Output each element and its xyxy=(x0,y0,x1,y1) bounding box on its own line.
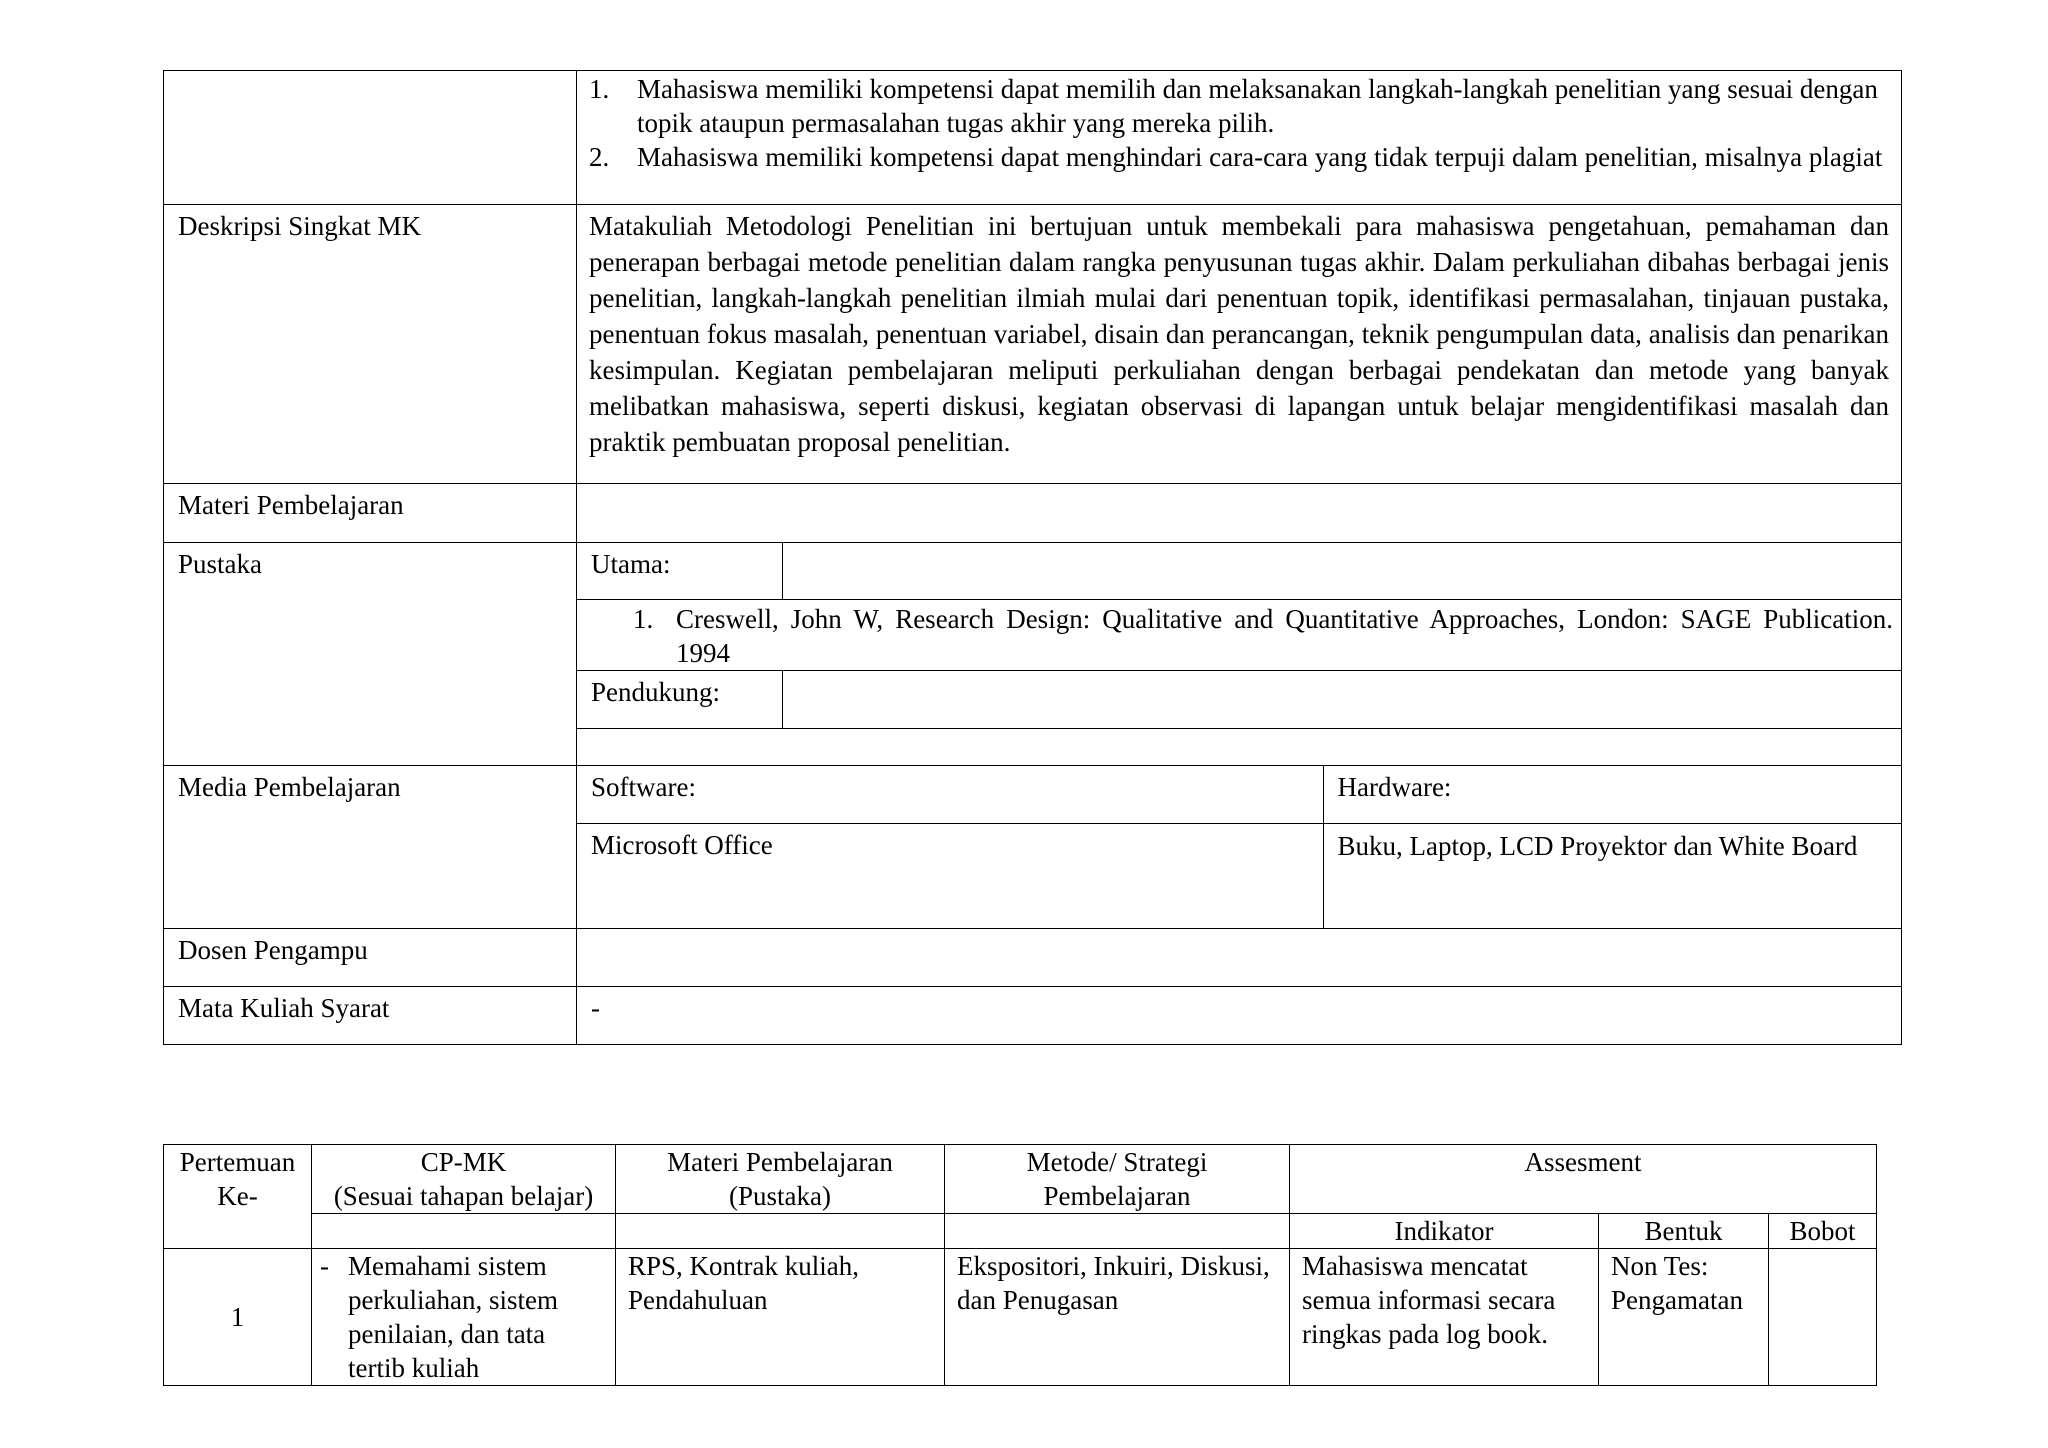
header-cpmk-line1: CP-MK xyxy=(420,1147,507,1177)
cpmk-cell xyxy=(577,71,1902,205)
rps-info-table xyxy=(163,70,1902,1045)
cpmk-dash-list xyxy=(312,1249,605,1385)
header-metode xyxy=(945,1145,1290,1214)
cpmk-text: Mahasiswa memiliki kompetensi dapat menghindari cara-cara yang tidak terpuji dalam penelitian, misalnya plagiat xyxy=(637,142,1883,172)
materi-row xyxy=(164,484,1902,543)
header-materi-line2: (Pustaka) xyxy=(729,1181,831,1211)
cpmk-item xyxy=(589,140,1893,174)
header-materi-line1: Materi Pembelajaran xyxy=(667,1147,893,1177)
pendukung-blank xyxy=(782,671,1901,729)
utama-list-cell xyxy=(577,600,1901,671)
hardware-value: Buku, Laptop, LCD Proyektor dan White Board xyxy=(1337,831,1858,861)
dosen-label: Dosen Pengampu xyxy=(164,929,577,987)
hardware-label: Hardware: xyxy=(1323,766,1901,824)
syarat-row xyxy=(164,987,1902,1045)
cell-bobot xyxy=(1769,1249,1877,1386)
media-inner-table xyxy=(577,766,1901,928)
list-number: 1. xyxy=(633,604,654,634)
materi-label: Materi Pembelajaran xyxy=(164,484,577,543)
pendukung-list-cell xyxy=(577,729,1901,766)
cpmk-label-cell xyxy=(164,71,577,205)
pustaka-label: Pustaka xyxy=(164,543,577,766)
dosen-row xyxy=(164,929,1902,987)
cpmk-item xyxy=(589,72,1893,140)
deskripsi-label: Deskripsi Singkat MK xyxy=(164,205,577,484)
header-blank-cpmk xyxy=(312,1214,616,1249)
utama-item xyxy=(633,602,1893,670)
software-value: Microsoft Office xyxy=(577,824,1323,929)
pustaka-cell xyxy=(577,543,1902,766)
pustaka-row xyxy=(164,543,1902,766)
header-cpmk xyxy=(312,1145,616,1214)
cell-cpmk xyxy=(312,1249,616,1386)
cpmk-text: Mahasiswa memiliki kompetensi dapat memilih dan melaksanakan langkah-langkah penelitian yang sesuai dengan topik ataupun permasalahan tugas akhir yang mereka pilih. xyxy=(637,74,1878,138)
header-blank-materi xyxy=(616,1214,945,1249)
header-bobot: Bobot xyxy=(1769,1214,1877,1249)
syarat-label: Mata Kuliah Syarat xyxy=(164,987,577,1045)
deskripsi-text: Matakuliah Metodologi Penelitian ini bertujuan untuk membekali para mahasiswa pengetahuan, pemahaman dan penerapan berbagai metode penelitian dalam rangka penyusunan tugas akhir. Dalam perkuliahan dibahas berbagai jenis penelitian, langkah-langkah penelitian ilmiah mulai dari penentuan topik, identifikasi permasalahan, tinjauan pustaka, penentuan fokus masalah, penentuan variabel, disain dan perancangan, teknik pengumpulan data, analisis dan penarikan kesimpulan. Kegiatan pembelajaran meliputi perkuliahan dengan berbagai pendekatan dan metode yang banyak melibatkan mahasiswa, seperti diskusi, kegiatan observasi di lapangan untuk belajar mengidentifikasi masalah dan praktik pembuatan proposal penelitian. xyxy=(577,205,1902,484)
list-item xyxy=(312,1249,605,1385)
materi-value xyxy=(577,484,1902,543)
media-row xyxy=(164,766,1902,929)
cpmk-text: Memahami sistem perkuliahan, sistem penilaian, dan tata tertib kuliah xyxy=(348,1251,558,1383)
header-indikator: Indikator xyxy=(1290,1214,1599,1249)
dash-marker: - xyxy=(320,1251,329,1281)
cell-materi: RPS, Kontrak kuliah, Pendahuluan xyxy=(616,1249,945,1386)
header-row-2 xyxy=(164,1214,1877,1249)
header-pertemuan: Pertemuan Ke- xyxy=(164,1145,312,1249)
list-number: 2. xyxy=(589,142,610,172)
header-row-1 xyxy=(164,1145,1877,1214)
cell-metode: Ekspositori, Inkuiri, Diskusi, dan Penugasan xyxy=(945,1249,1290,1386)
software-label: Software: xyxy=(577,766,1323,824)
deskripsi-row xyxy=(164,205,1902,484)
header-blank-metode xyxy=(945,1214,1290,1249)
header-metode-line1: Metode/ Strategi xyxy=(1026,1147,1208,1177)
pendukung-label: Pendukung: xyxy=(577,671,782,729)
media-cell xyxy=(577,766,1902,929)
table-row xyxy=(164,1249,1877,1386)
dosen-value xyxy=(577,929,1902,987)
cell-indikator: Mahasiswa mencatat semua informasi secara ringkas pada log book. xyxy=(1290,1249,1599,1386)
header-bentuk: Bentuk xyxy=(1599,1214,1769,1249)
utama-list xyxy=(633,602,1893,670)
syarat-value: - xyxy=(577,987,1902,1045)
utama-blank xyxy=(782,543,1901,600)
cpmk-list xyxy=(589,72,1893,174)
schedule-table xyxy=(163,1144,1877,1386)
pustaka-inner-table xyxy=(577,543,1901,765)
list-number: 1. xyxy=(589,74,610,104)
utama-label: Utama: xyxy=(577,543,782,600)
header-assesment: Assesment xyxy=(1290,1145,1877,1214)
header-materi xyxy=(616,1145,945,1214)
header-metode-line2: Pembelajaran xyxy=(1043,1181,1191,1211)
cpmk-row xyxy=(164,71,1902,205)
header-cpmk-line2: (Sesuai tahapan belajar) xyxy=(333,1181,594,1211)
utama-item-text: Creswell, John W, Research Design: Qualitative and Quantitative Approaches, London: SAGE Publication. 1994 xyxy=(676,604,1893,668)
media-label: Media Pembelajaran xyxy=(164,766,577,929)
cell-bentuk: Non Tes: Pengamatan xyxy=(1599,1249,1769,1386)
cell-pertemuan: 1 xyxy=(164,1249,312,1386)
